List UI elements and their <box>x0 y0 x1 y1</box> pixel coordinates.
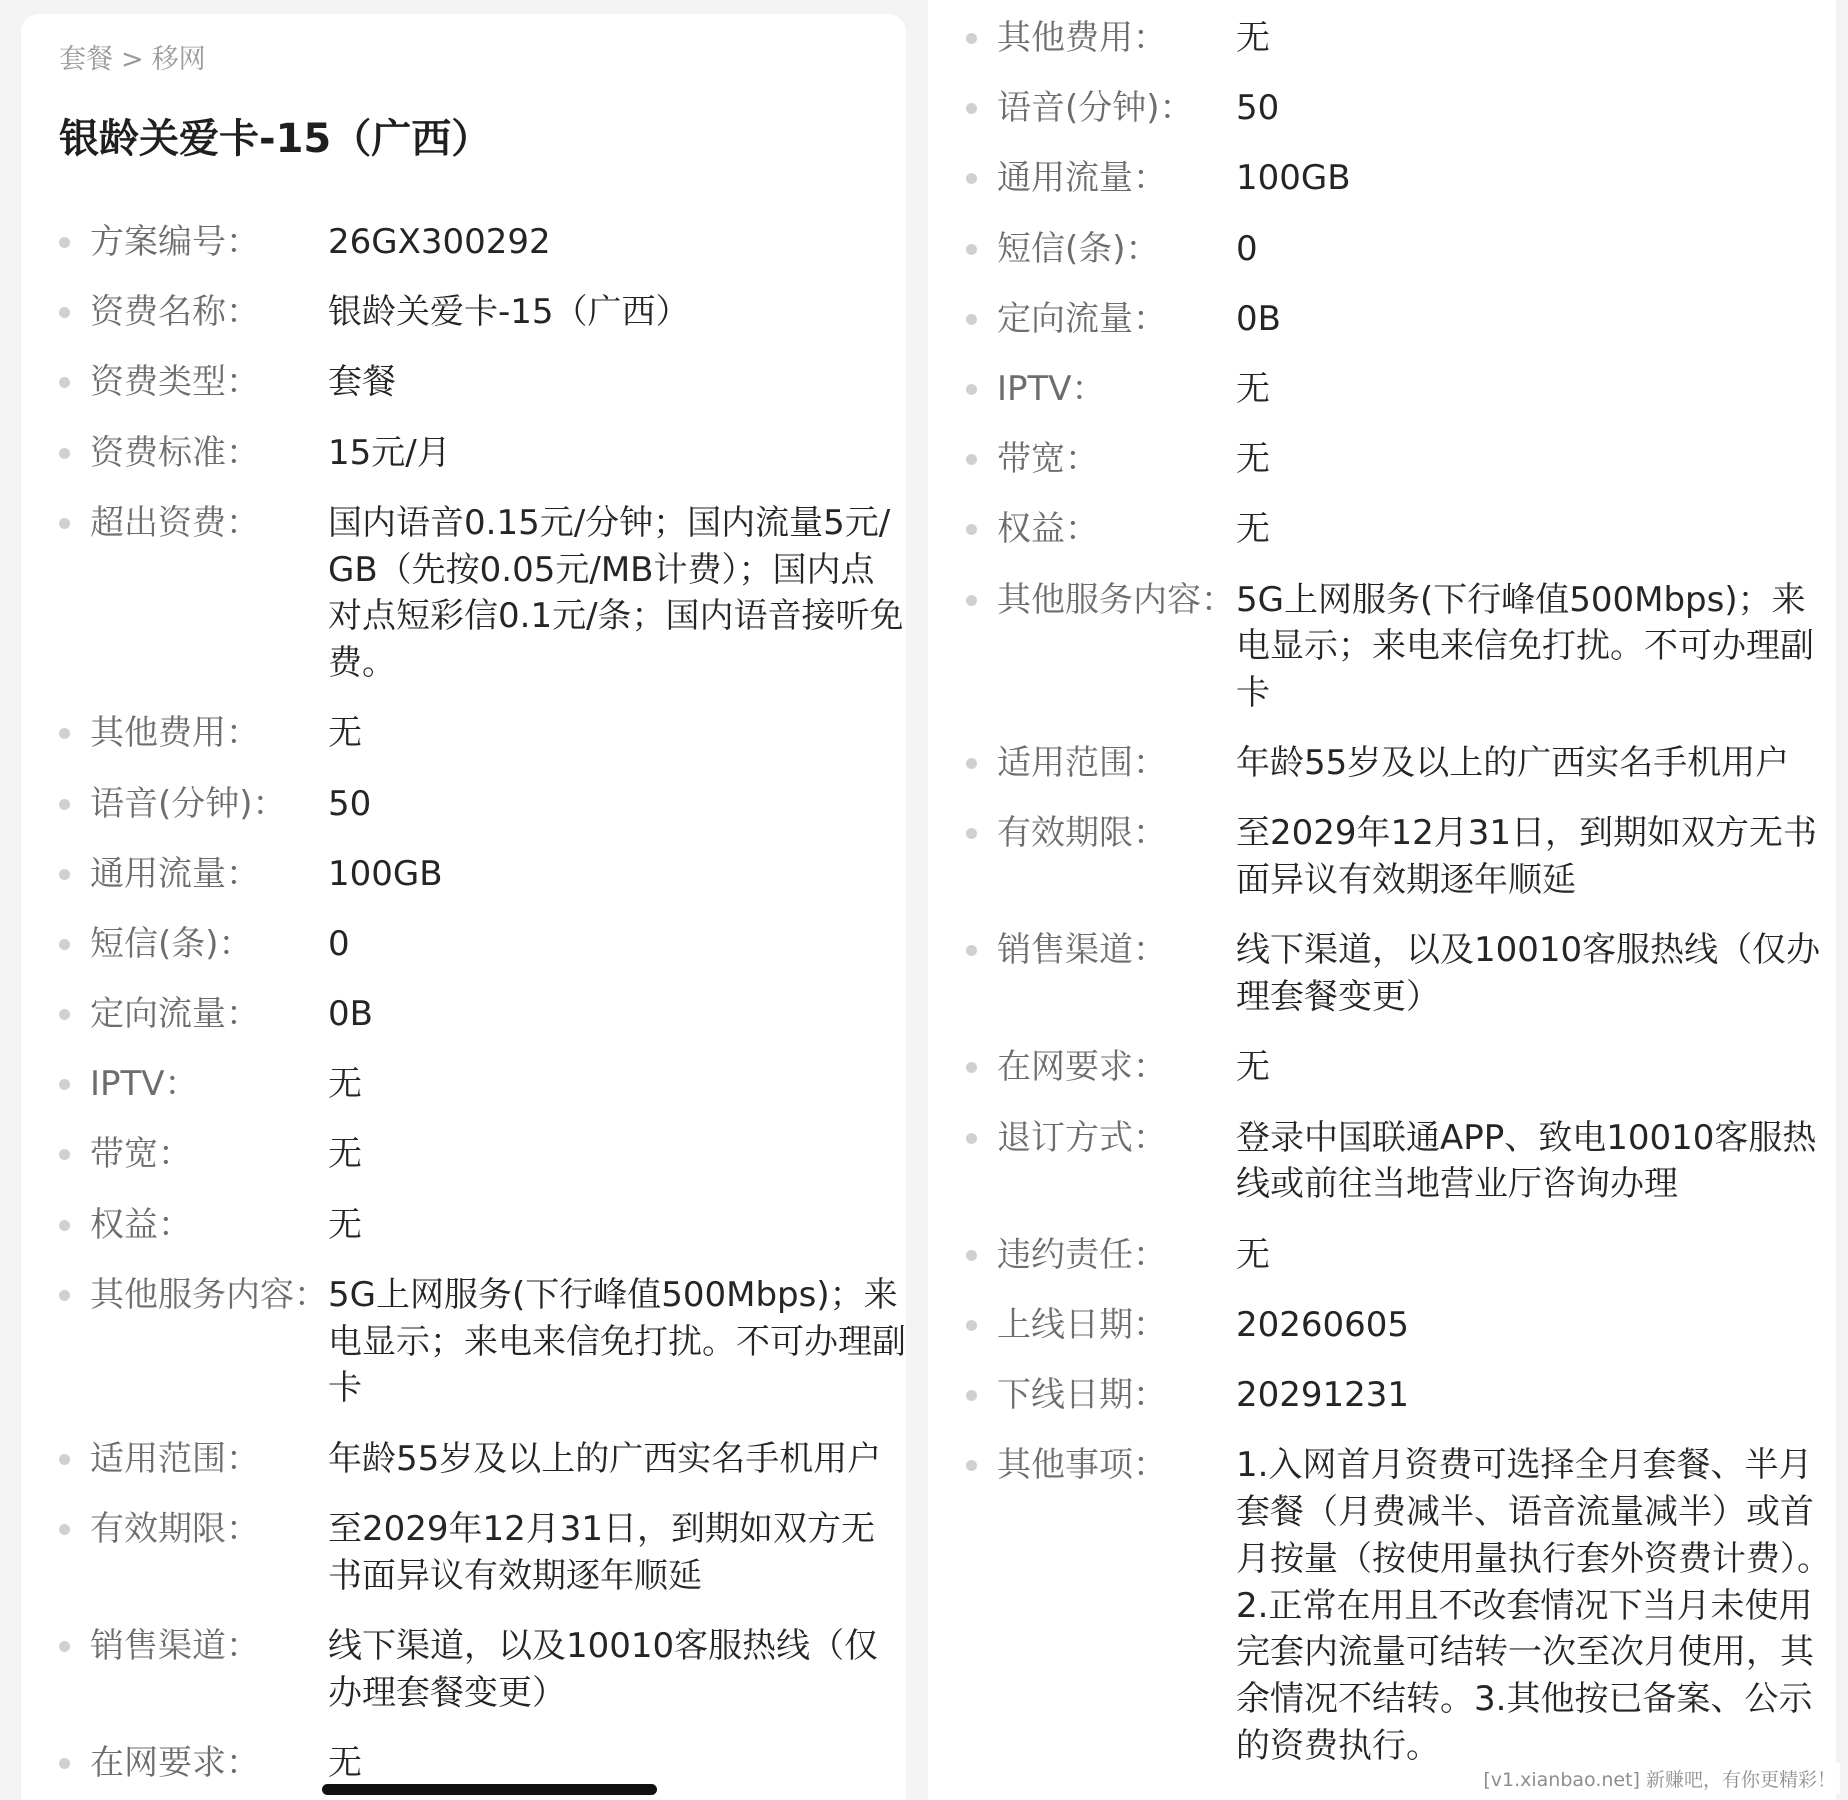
bullet-dot-icon <box>59 1009 70 1020</box>
detail-row <box>21 1436 906 1483</box>
detail-row <box>21 289 906 336</box>
detail-value: 无 <box>1236 1047 1270 1088</box>
bullet-dot-icon <box>59 377 70 388</box>
detail-label: 语音(分钟)： <box>997 88 1194 129</box>
home-indicator[interactable] <box>322 1784 657 1795</box>
detail-value: 0B <box>328 994 373 1035</box>
bullet-dot-icon <box>59 1149 70 1160</box>
detail-label: 退订方式： <box>997 1117 1167 1158</box>
detail-label: 销售渠道： <box>90 1625 260 1666</box>
detail-value: 无 <box>1236 1234 1270 1275</box>
detail-row <box>21 1272 906 1412</box>
detail-row <box>21 1061 906 1108</box>
detail-row <box>928 1302 1836 1349</box>
detail-label: 资费名称： <box>90 292 260 333</box>
bullet-dot-icon <box>59 1454 70 1465</box>
left-screenshot-panel <box>21 14 906 1800</box>
detail-row <box>928 1372 1836 1419</box>
detail-label: IPTV： <box>997 368 1106 409</box>
bullet-dot-icon <box>966 758 977 769</box>
bullet-dot-icon <box>59 307 70 318</box>
detail-label: 超出资费： <box>90 502 260 543</box>
detail-row <box>928 1115 1836 1209</box>
bullet-dot-icon <box>966 1390 977 1401</box>
detail-value: 至2029年12月31日，到期如双方无书面异议有效期逐年顺延 <box>328 1508 876 1596</box>
bullet-dot-icon <box>966 384 977 395</box>
page-title: 银龄关爱卡-15（广西） <box>59 116 492 162</box>
detail-value: 5G上网服务(下行峰值500Mbps)；来电显示；来电来信免打扰。不可办理副卡 <box>1236 579 1814 714</box>
detail-value: 无 <box>1236 509 1270 550</box>
detail-label: 定向流量： <box>90 994 260 1035</box>
detail-row <box>928 810 1836 904</box>
detail-label: 定向流量： <box>997 298 1167 339</box>
detail-label: 在网要求： <box>90 1742 260 1783</box>
detail-value: 银龄关爱卡-15（广西） <box>328 292 690 333</box>
plan-detail-list-continued <box>928 15 1836 1793</box>
detail-row <box>928 436 1836 483</box>
detail-label: 权益： <box>997 509 1099 550</box>
detail-row <box>21 921 906 968</box>
bullet-dot-icon <box>59 448 70 459</box>
detail-row <box>928 155 1836 202</box>
bullet-dot-icon <box>59 728 70 739</box>
detail-label: 其他服务内容： <box>997 579 1235 620</box>
detail-label: IPTV： <box>90 1064 199 1105</box>
detail-value: 至2029年12月31日，到期如双方无书面异议有效期逐年顺延 <box>1236 813 1818 901</box>
bullet-dot-icon <box>966 33 977 44</box>
bullet-dot-icon <box>966 1320 977 1331</box>
bullet-dot-icon <box>59 1758 70 1769</box>
detail-value: 国内语音0.15元/分钟；国内流量5元/GB（先按0.05元/MB计费）；国内点对点短彩信0.1元/条；国内语音接听免费。 <box>328 502 904 684</box>
detail-value: 无 <box>1236 368 1270 409</box>
detail-row <box>21 359 906 406</box>
bullet-dot-icon <box>59 1220 70 1231</box>
bullet-dot-icon <box>59 939 70 950</box>
detail-row <box>21 1623 906 1717</box>
watermark-text: [v1.xianbao.net] 新赚吧，有你更精彩！ <box>1479 1763 1840 1794</box>
detail-label: 语音(分钟)： <box>90 783 287 824</box>
detail-row <box>928 927 1836 1021</box>
detail-value: 无 <box>1236 18 1270 58</box>
detail-row <box>928 85 1836 132</box>
detail-row <box>21 991 906 1038</box>
detail-row <box>928 1442 1836 1770</box>
right-screenshot-panel <box>928 0 1836 1800</box>
detail-row <box>21 219 906 266</box>
plan-detail-list <box>21 219 906 1800</box>
bullet-dot-icon <box>966 103 977 114</box>
detail-value: 无 <box>328 1134 362 1175</box>
detail-label: 下线日期： <box>997 1374 1167 1415</box>
bullet-dot-icon <box>966 1062 977 1073</box>
detail-row <box>21 781 906 828</box>
detail-label: 其他费用： <box>997 18 1167 58</box>
detail-row <box>928 1232 1836 1279</box>
detail-value: 5G上网服务(下行峰值500Mbps)；来电显示；来电来信免打扰。不可办理副卡 <box>328 1274 906 1409</box>
detail-value: 1.入网首月资费可选择全月套餐、半月套餐（月费减半、语音流量减半）或首月按量（按使用量执行套外资费计费）。2.正常在用且不改套情况下当月未使用完套内流量可结转一次至次月使用，其余情况不结转。3.其他按已备案、公示的资费执行。 <box>1236 1445 1831 1766</box>
detail-row <box>928 577 1836 717</box>
bullet-dot-icon <box>59 869 70 880</box>
detail-row <box>928 226 1836 273</box>
detail-row <box>928 296 1836 343</box>
detail-row <box>21 1506 906 1600</box>
detail-label: 通用流量： <box>997 158 1167 199</box>
bullet-dot-icon <box>966 244 977 255</box>
bullet-dot-icon <box>59 518 70 529</box>
detail-value: 50 <box>328 783 372 824</box>
detail-label: 在网要求： <box>997 1047 1167 1088</box>
detail-row <box>928 366 1836 413</box>
detail-value: 15元/月 <box>328 432 451 473</box>
bullet-dot-icon <box>966 314 977 325</box>
detail-value: 100GB <box>328 853 443 894</box>
bullet-dot-icon <box>966 1133 977 1144</box>
detail-value: 无 <box>328 713 362 754</box>
detail-label: 方案编号： <box>90 222 260 262</box>
detail-value: 线下渠道，以及10010客服热线（仅办理套餐变更） <box>328 1625 879 1713</box>
detail-label: 带宽： <box>90 1134 192 1175</box>
detail-value: 年龄55岁及以上的广西实名手机用户 <box>328 1438 882 1479</box>
bullet-dot-icon <box>966 454 977 465</box>
detail-label: 适用范围： <box>997 743 1167 784</box>
bullet-dot-icon <box>59 237 70 248</box>
detail-label: 有效期限： <box>997 813 1167 854</box>
detail-row <box>21 710 906 757</box>
detail-label: 资费标准： <box>90 432 260 473</box>
bullet-dot-icon <box>966 945 977 956</box>
detail-row <box>21 500 906 687</box>
detail-row <box>928 1044 1836 1091</box>
breadcrumb <box>59 44 206 76</box>
detail-label: 其他事项： <box>997 1445 1167 1486</box>
detail-label: 上线日期： <box>997 1304 1167 1345</box>
detail-value: 100GB <box>1236 158 1351 199</box>
detail-label: 其他费用： <box>90 713 260 754</box>
detail-label: 短信(条)： <box>997 228 1160 269</box>
detail-value: 年龄55岁及以上的广西实名手机用户 <box>1236 743 1790 784</box>
bullet-dot-icon <box>966 524 977 535</box>
detail-value: 20260605 <box>1236 1304 1410 1345</box>
detail-label: 带宽： <box>997 439 1099 480</box>
detail-row <box>21 851 906 898</box>
breadcrumb-separator: > <box>121 44 144 75</box>
bullet-dot-icon <box>966 828 977 839</box>
detail-value: 50 <box>1236 88 1280 129</box>
detail-row <box>928 15 1836 62</box>
bullet-dot-icon <box>59 1524 70 1535</box>
detail-value: 26GX300292 <box>328 222 551 262</box>
bullet-dot-icon <box>966 1250 977 1261</box>
detail-row <box>21 1202 906 1249</box>
detail-value: 无 <box>328 1204 362 1245</box>
detail-value: 无 <box>328 1742 362 1783</box>
bullet-dot-icon <box>59 1290 70 1301</box>
bullet-dot-icon <box>59 1641 70 1652</box>
detail-label: 适用范围： <box>90 1438 260 1479</box>
bullet-dot-icon <box>966 595 977 606</box>
breadcrumb-item-mobile-network[interactable]: 移网 <box>151 44 206 75</box>
bullet-dot-icon <box>59 799 70 810</box>
detail-value: 20291231 <box>1236 1374 1410 1415</box>
detail-label: 其他服务内容： <box>90 1274 328 1315</box>
detail-row <box>928 740 1836 787</box>
bullet-dot-icon <box>966 173 977 184</box>
detail-row <box>928 506 1836 553</box>
breadcrumb-item-package[interactable]: 套餐 <box>59 44 113 75</box>
detail-value: 无 <box>328 1064 362 1105</box>
detail-label: 短信(条)： <box>90 923 253 964</box>
detail-value: 套餐 <box>328 362 396 403</box>
detail-label: 违约责任： <box>997 1234 1167 1275</box>
detail-value: 0 <box>328 923 350 964</box>
detail-label: 资费类型： <box>90 362 260 403</box>
bullet-dot-icon <box>59 1079 70 1090</box>
detail-value: 线下渠道，以及10010客服热线（仅办理套餐变更） <box>1236 930 1821 1018</box>
detail-row <box>21 1131 906 1178</box>
detail-value: 无 <box>1236 439 1270 480</box>
detail-label: 销售渠道： <box>997 930 1167 971</box>
detail-value: 登录中国联通APP、致电10010客服热线或前往当地营业厅咨询办理 <box>1236 1117 1817 1205</box>
detail-value: 0B <box>1236 298 1281 339</box>
detail-label: 有效期限： <box>90 1508 260 1549</box>
detail-label: 通用流量： <box>90 853 260 894</box>
bullet-dot-icon <box>966 1460 977 1471</box>
detail-label: 权益： <box>90 1204 192 1245</box>
detail-row <box>21 1740 906 1787</box>
detail-row <box>21 430 906 477</box>
detail-value: 0 <box>1236 228 1258 269</box>
